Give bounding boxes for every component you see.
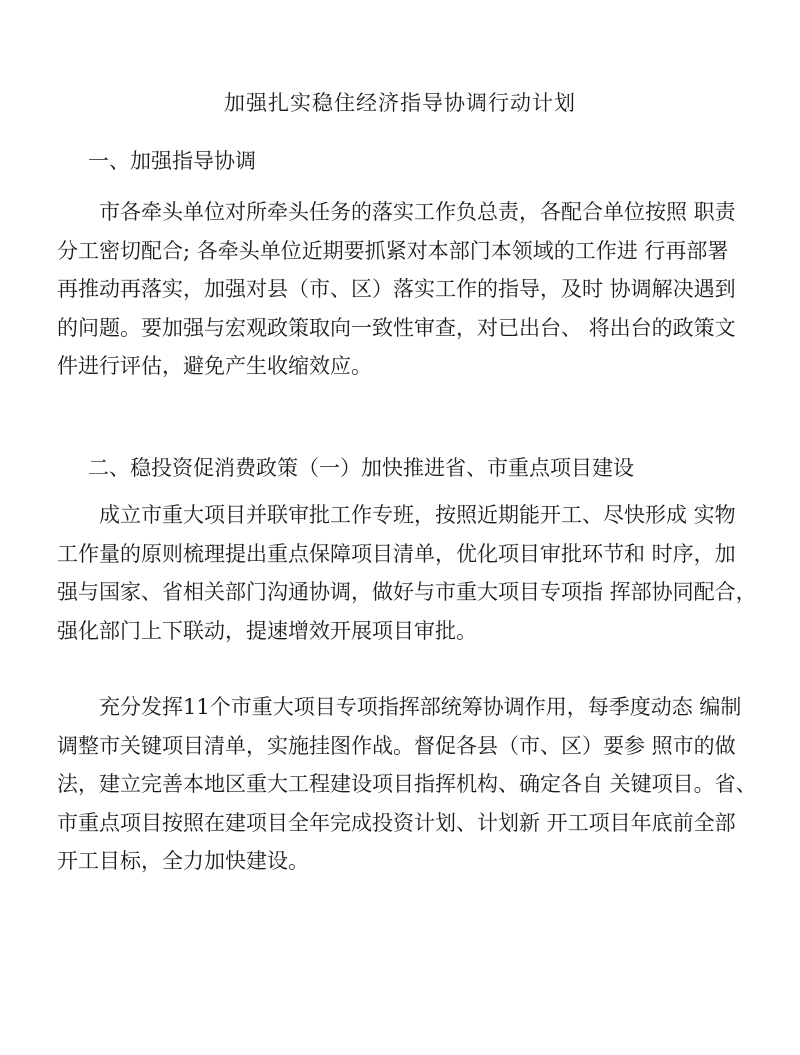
paragraph-line: 强与国家、省相关部门沟通协调，做好与市重大项目专项指 挥部协同配合，	[57, 580, 757, 604]
paragraph-line: 法，建立完善本地区重大工程建设项目指挥机构、确定各自 关键项目。省、	[57, 772, 757, 796]
paragraph-line: 再推动再落实，加强对县（市、区）落实工作的指导，及时 协调解决遇到	[57, 277, 736, 301]
paragraph-line: 市重点项目按照在建项目全年完成投资计划、计划新 开工项目年底前全部	[57, 810, 736, 835]
paragraph-line: 工作量的原则梳理提出重点保障项目清单，优化项目审批环节和 时序，加	[57, 541, 736, 566]
section-2-paragraph-2	[57, 688, 769, 881]
section-heading-2: 二、稳投资促消费政策（一）加快推进省、市重点项目建设	[88, 456, 634, 480]
paragraph-line: 分工密切配合; 各牵头单位近期要抓紧对本部门本领域的工作进 行再部署	[57, 238, 729, 263]
paragraph-line: 调整市关键项目清单，实施挂图作战。督促各县（市、区）要参 照市的做	[57, 733, 736, 758]
paragraph-line: 件进行评估，避免产生收缩效应。	[57, 354, 372, 378]
document-title: 加强扎实稳住经济指导协调行动计划	[224, 91, 576, 115]
paragraph-line: 充分发挥11个市重大项目专项指挥部统筹协调作用，每季度动态 编制	[99, 695, 742, 719]
paragraph-line: 成立市重大项目并联审批工作专班，按照近期能开工、尽快形成 实物	[99, 503, 736, 527]
paragraph-line: 的问题。要加强与宏观政策取向一致性审查，对已出台、 将出台的政策文	[57, 315, 736, 340]
paragraph-line: 强化部门上下联动，提速增效开展项目审批。	[57, 618, 477, 643]
paragraph-line: 市各牵头单位对所牵头任务的落实工作负总责，各配合单位按照 职责	[99, 200, 736, 224]
paragraph-line: 开工目标，全力加快建设。	[57, 849, 309, 873]
section-heading-1: 一、加强指导协调	[88, 149, 256, 173]
section-1-paragraph-1	[57, 193, 769, 386]
section-2-paragraph-1	[57, 496, 769, 650]
